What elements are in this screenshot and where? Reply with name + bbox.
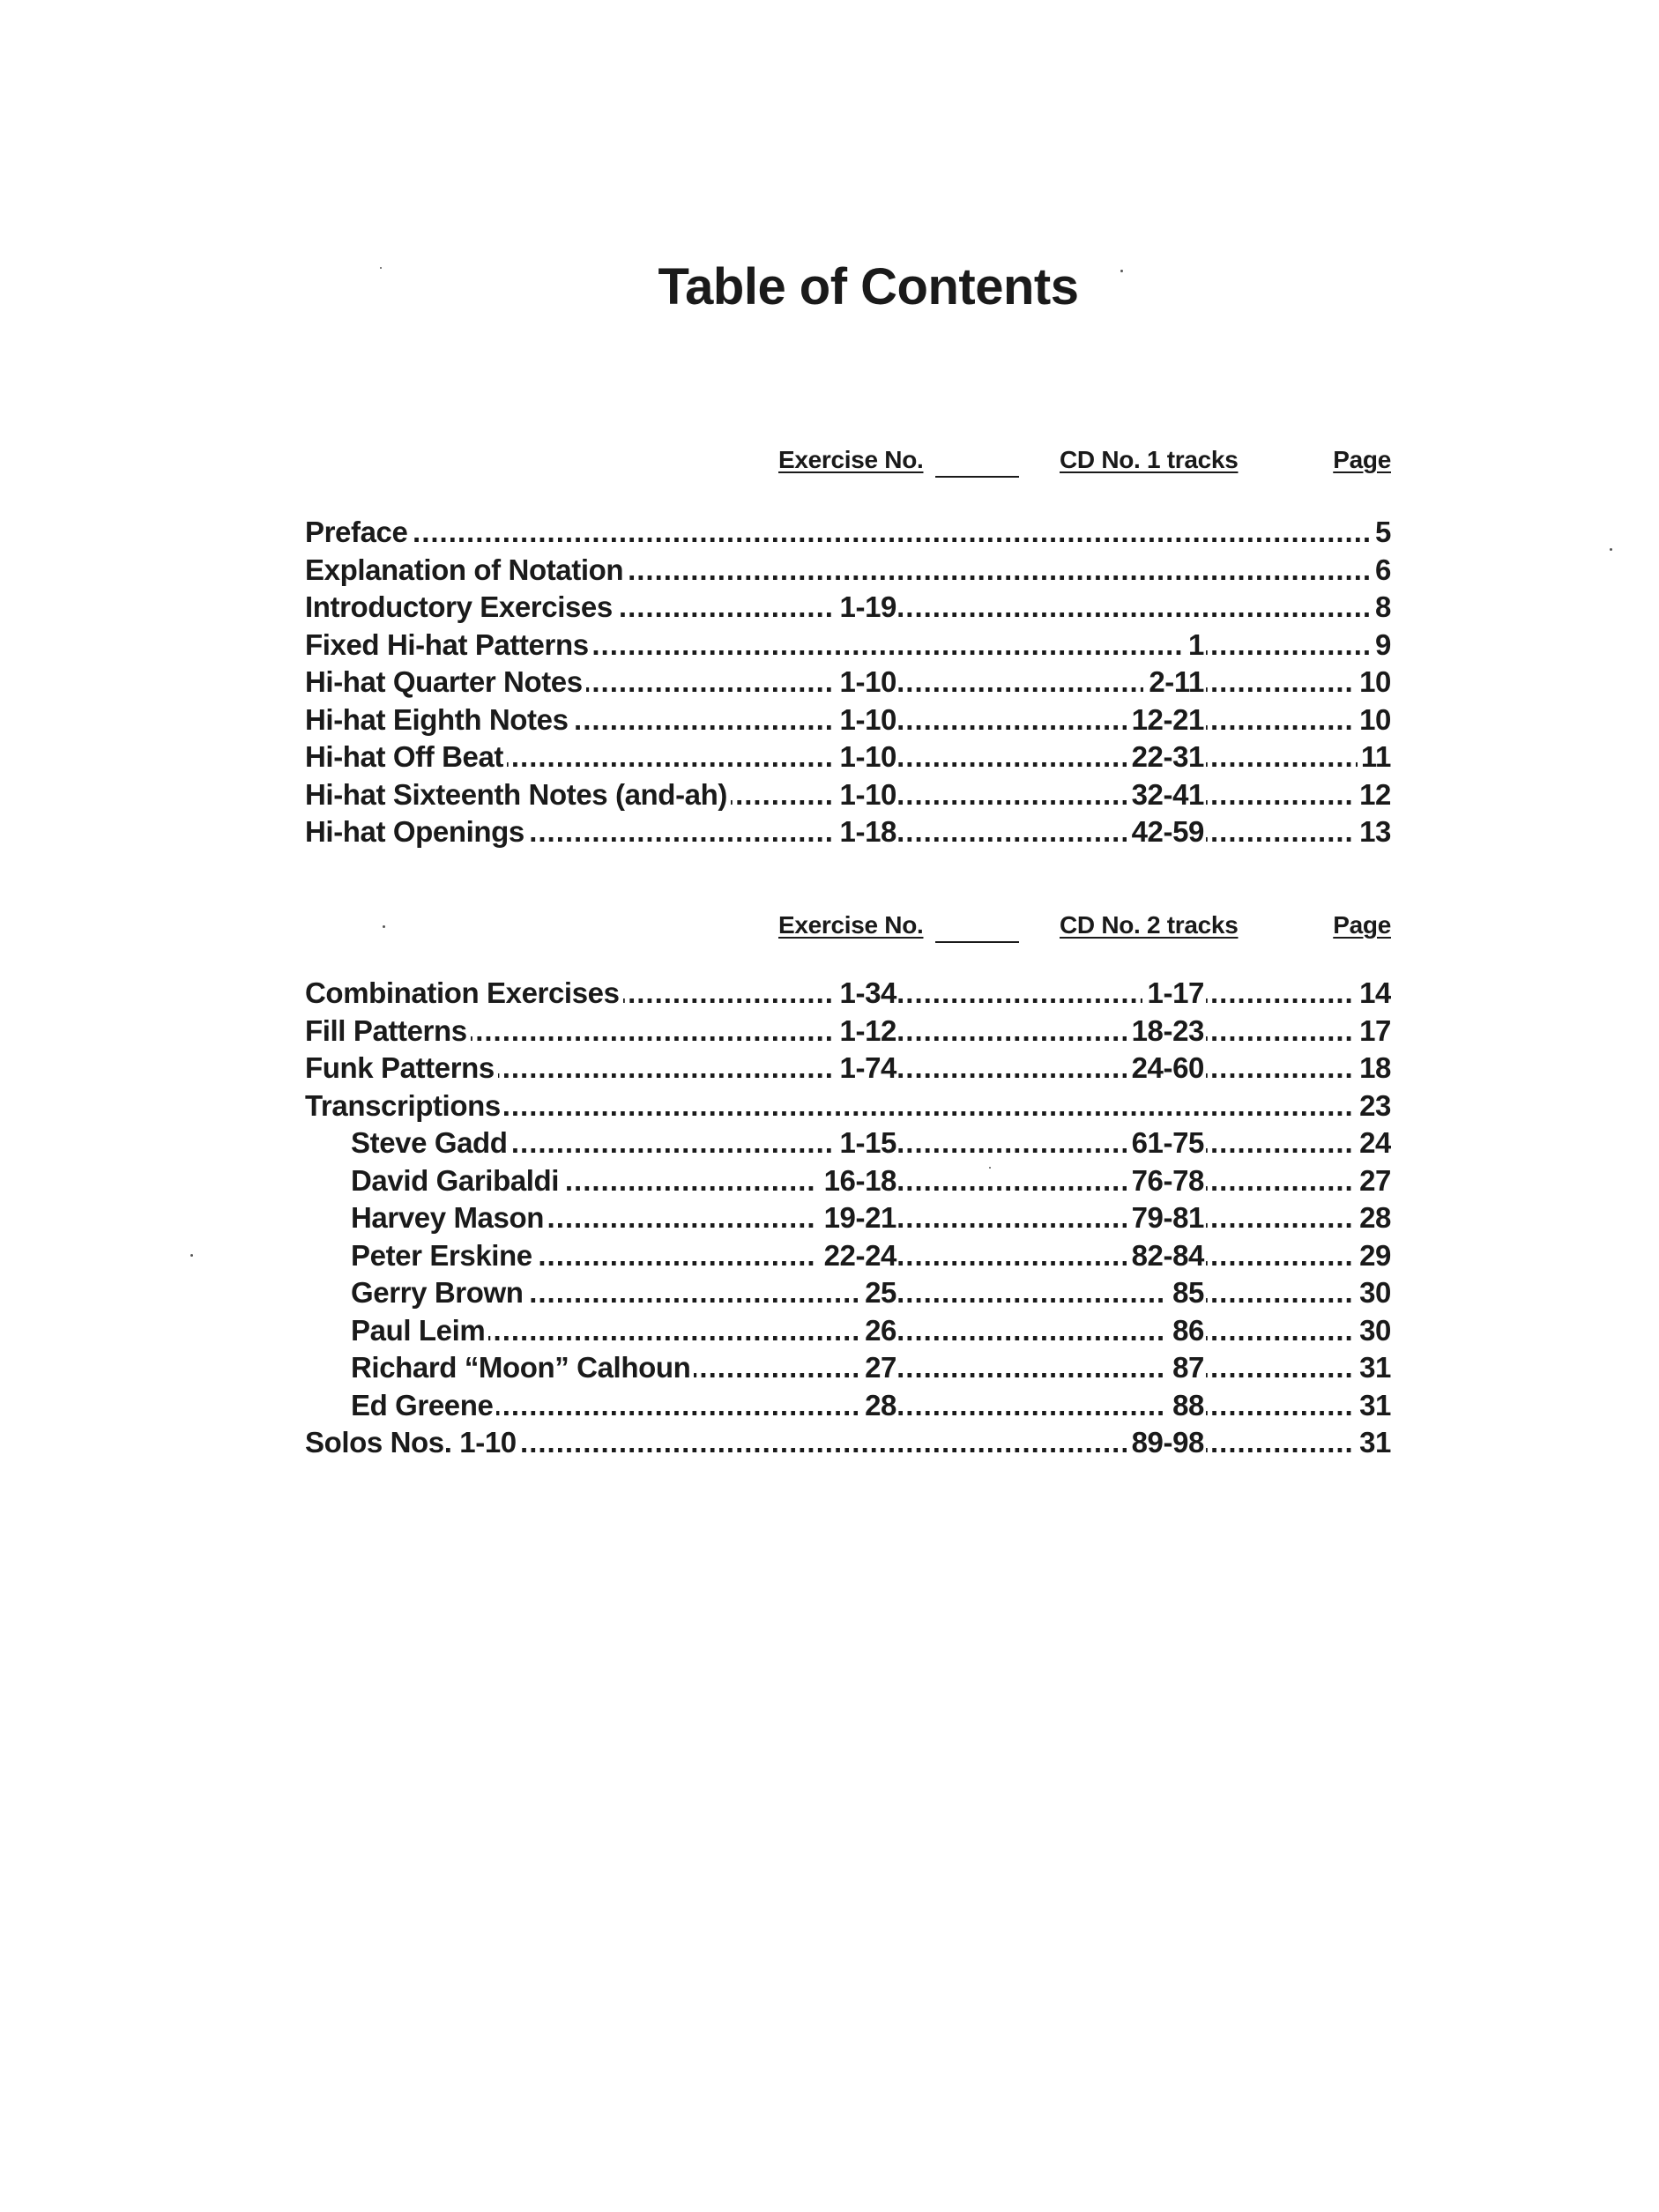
header-cd-tracks: CD No. 1 tracks: [1060, 446, 1239, 473]
entry-page: 31: [1356, 1387, 1391, 1425]
toc-entry: [305, 1349, 1391, 1387]
toc-entry: [305, 627, 1391, 664]
entry-page: 24: [1356, 1125, 1391, 1162]
entry-exercise-no: 1-10: [833, 664, 898, 701]
toc-section-cd1: [305, 446, 1391, 851]
entry-page: 31: [1356, 1424, 1391, 1462]
entry-cd-tracks: 18-23: [1127, 1013, 1206, 1050]
toc-rows-cd2: [305, 975, 1391, 1462]
entry-exercise-no: 1-10: [833, 701, 898, 739]
entry-cd-tracks: 61-75: [1127, 1125, 1206, 1162]
entry-exercise-no: 19-21: [817, 1199, 898, 1237]
toc-entry: [305, 813, 1391, 851]
indent-space: [305, 1387, 351, 1425]
entry-title: Hi-hat Eighth Notes: [305, 701, 572, 739]
entry-title: Transcriptions: [305, 1087, 504, 1125]
entry-page: 5: [1372, 514, 1391, 552]
page-title: Table of Contents: [658, 258, 1079, 315]
entry-page: 31: [1356, 1349, 1391, 1387]
toc-entry: [305, 1050, 1391, 1087]
entry-page: 28: [1356, 1199, 1391, 1237]
entry-cd-tracks: 88: [1167, 1387, 1206, 1425]
entry-title: Introductory Exercises: [305, 589, 616, 627]
toc-entry: [305, 1387, 1391, 1425]
entry-title: Peter Erskine: [351, 1237, 536, 1275]
entry-title: David Garibaldi: [351, 1162, 562, 1200]
entry-exercise-no: 16-18: [817, 1162, 898, 1200]
entry-cd-tracks: 22-31: [1127, 739, 1206, 776]
entry-page: 14: [1356, 975, 1391, 1013]
entry-exercise-no: 1-19: [833, 589, 898, 627]
indent-space: [305, 1199, 351, 1237]
entry-page: 12: [1356, 776, 1391, 814]
entry-exercise-no: 22-24: [817, 1237, 898, 1275]
entry-title: Funk Patterns: [305, 1050, 498, 1087]
entry-cd-tracks: 87: [1167, 1349, 1206, 1387]
toc-entry: [305, 701, 1391, 739]
toc-entry: [305, 1087, 1391, 1125]
toc-entry: [305, 776, 1391, 814]
scan-speck: [989, 1167, 991, 1169]
entry-page: 8: [1372, 589, 1391, 627]
toc-entry: [305, 739, 1391, 776]
entry-page: 10: [1356, 701, 1391, 739]
entry-title: Hi-hat Off Beat: [305, 739, 507, 776]
header-exercise-no: Exercise No.: [778, 446, 924, 473]
entry-exercise-no: 26: [858, 1312, 898, 1350]
entry-title: Fixed Hi-hat Patterns: [305, 627, 592, 664]
dot-leader: [305, 514, 1391, 552]
entry-exercise-no: 1-34: [833, 975, 898, 1013]
entry-exercise-no: 1-10: [833, 776, 898, 814]
indent-space: [305, 1349, 351, 1387]
entry-page: 27: [1356, 1162, 1391, 1200]
header-page: Page: [1333, 446, 1391, 473]
indent-space: [305, 1162, 351, 1200]
scan-speck: [1120, 270, 1123, 272]
entry-exercise-no: 25: [858, 1274, 898, 1312]
toc-entry: [305, 1013, 1391, 1050]
entry-title: Harvey Mason: [351, 1199, 547, 1237]
entry-page: 29: [1356, 1237, 1391, 1275]
entry-exercise-no: 1-74: [833, 1050, 898, 1087]
header-cd-tracks: CD No. 2 tracks: [1060, 911, 1239, 939]
toc-entry: [305, 1125, 1391, 1162]
header-page: Page: [1333, 911, 1391, 939]
entry-page: 30: [1356, 1312, 1391, 1350]
entry-exercise-no: 1-15: [833, 1125, 898, 1162]
entry-exercise-no: 28: [858, 1387, 898, 1425]
entry-title: Hi-hat Quarter Notes: [305, 664, 586, 701]
toc-entry: [305, 589, 1391, 627]
toc-entry: [305, 514, 1391, 552]
toc-entry: [305, 552, 1391, 590]
toc-section-cd2: [305, 911, 1391, 1462]
entry-page: 23: [1356, 1087, 1391, 1125]
indent-space: [305, 1312, 351, 1350]
entry-cd-tracks: 86: [1167, 1312, 1206, 1350]
scan-speck: [1610, 548, 1612, 551]
entry-cd-tracks: 2-11: [1143, 664, 1206, 701]
entry-title: Combination Exercises: [305, 975, 623, 1013]
entry-cd-tracks: 1-17: [1142, 975, 1206, 1013]
scan-speck: [383, 925, 385, 928]
entry-exercise-no: 1-10: [833, 739, 898, 776]
entry-title: Paul Leim: [351, 1312, 488, 1350]
entry-cd-tracks: 79-81: [1127, 1199, 1206, 1237]
entry-title: Explanation of Notation: [305, 552, 627, 590]
toc-entry: [305, 1162, 1391, 1200]
toc-entry: [305, 1274, 1391, 1312]
toc-entry: [305, 1199, 1391, 1237]
indent-space: [305, 1237, 351, 1275]
entry-page: 18: [1356, 1050, 1391, 1087]
entry-cd-tracks: 85: [1167, 1274, 1206, 1312]
toc-entry: [305, 1237, 1391, 1275]
entry-cd-tracks: 82-84: [1127, 1237, 1206, 1275]
toc-entry: [305, 975, 1391, 1013]
entry-title: Solos Nos. 1-10: [305, 1424, 520, 1462]
entry-cd-tracks: 76-78: [1127, 1162, 1206, 1200]
entry-title: Steve Gadd: [351, 1125, 511, 1162]
entry-exercise-no: 27: [858, 1349, 898, 1387]
header-rule: [935, 941, 1019, 943]
toc-entry: [305, 664, 1391, 701]
entry-page: 13: [1356, 813, 1391, 851]
entry-cd-tracks: 32-41: [1127, 776, 1206, 814]
scan-speck: [190, 1254, 193, 1257]
header-exercise-no: Exercise No.: [778, 911, 924, 939]
toc-entry: [305, 1424, 1391, 1462]
entry-cd-tracks: 24-60: [1127, 1050, 1206, 1087]
toc-entry: [305, 1312, 1391, 1350]
entry-cd-tracks: 1: [1183, 627, 1206, 664]
entry-page: 30: [1356, 1274, 1391, 1312]
entry-page: 9: [1372, 627, 1391, 664]
indent-space: [305, 1274, 351, 1312]
column-headers-cd1: [305, 446, 1391, 481]
scan-speck: [380, 267, 382, 269]
entry-title: Ed Greene: [351, 1387, 496, 1425]
entry-title: Preface: [305, 514, 411, 552]
toc-rows-cd1: [305, 514, 1391, 851]
entry-exercise-no: 1-12: [833, 1013, 898, 1050]
entry-page: 10: [1356, 664, 1391, 701]
entry-title: Fill Patterns: [305, 1013, 471, 1050]
entry-cd-tracks: 12-21: [1127, 701, 1206, 739]
column-headers-cd2: [305, 911, 1391, 946]
entry-page: 17: [1356, 1013, 1391, 1050]
indent-space: [305, 1125, 351, 1162]
entry-title: Richard “Moon” Calhoun: [351, 1349, 694, 1387]
entry-page: 11: [1358, 739, 1391, 776]
entry-cd-tracks: 89-98: [1127, 1424, 1206, 1462]
entry-title: Hi-hat Sixteenth Notes (and-ah): [305, 776, 731, 814]
entry-title: Gerry Brown: [351, 1274, 527, 1312]
entry-cd-tracks: 42-59: [1127, 813, 1206, 851]
entry-title: Hi-hat Openings: [305, 813, 528, 851]
entry-page: 6: [1372, 552, 1391, 590]
entry-exercise-no: 1-18: [833, 813, 898, 851]
header-rule: [935, 476, 1019, 478]
